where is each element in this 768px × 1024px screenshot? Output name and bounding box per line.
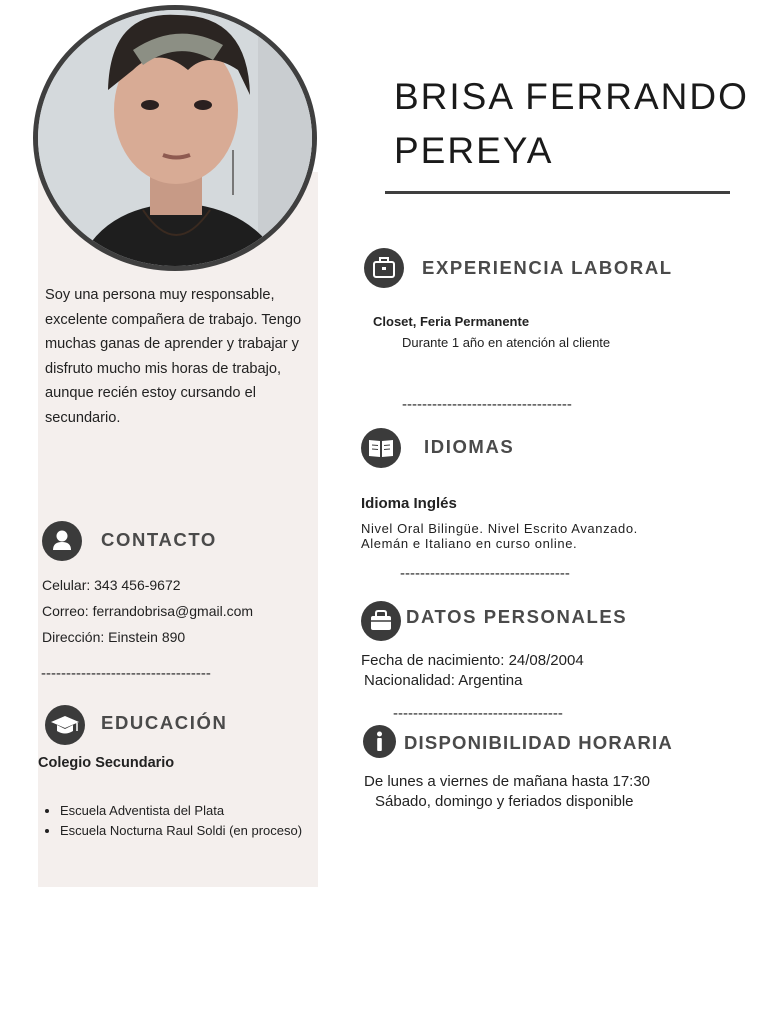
experience-divider: ---------------------------------- [402,396,572,413]
school-item: • Escuela Adventista del Plata [60,801,302,821]
availability-line-2: Sábado, domingo y feriados disponible [375,793,634,810]
personal-title: DATOS PERSONALES [406,606,628,627]
briefcase-icon [364,248,404,288]
languages-heading: Idioma Inglés [361,495,457,512]
experience-title: EXPERIENCIA LABORAL [422,257,673,278]
name-line-2: PEREYA [394,130,554,171]
book-icon [361,428,401,468]
personal-birth: Fecha de nacimiento: 24/08/2004 [361,652,584,669]
about-text: Soy una persona muy responsable, excelente compañera de trabajo. Tengo muchas ganas de aprender y trabajar y disfruto mucho mis horas de trabajo, aunque recién estoy cursando el secundario. [45,287,302,426]
school-item: • Escuela Nocturna Raul Soldi (en proceso) [60,821,302,841]
experience-detail: Durante 1 año en atención al cliente [402,335,611,350]
languages-title: IDIOMAS [424,436,515,457]
languages-line-1: Nivel Oral Bilingüe. Nivel Escrito Avanzado. [361,521,638,536]
bag-icon [361,601,401,641]
education-section-icon [45,705,85,745]
contact-email: Correo: ferrandobrisa@gmail.com [42,603,254,619]
name-line-1: BRISA FERRANDO [394,76,749,117]
info-icon [363,725,396,758]
contact-phone: Celular: 343 456-9672 [42,577,181,593]
education-title: EDUCACIÓN [101,712,228,733]
experience-place: Closet, Feria Permanente [373,314,530,329]
experience-section-icon [364,248,404,288]
header-divider [385,191,730,194]
availability-title: DISPONIBILIDAD HORARIA [404,732,673,753]
name-heading [394,70,749,178]
availability-section-icon [363,725,396,758]
personal-divider: ---------------------------------- [393,705,563,722]
contact-section-icon [42,521,82,561]
school-list [40,801,302,841]
languages-section-icon [361,428,401,468]
personal-section-icon [361,601,401,641]
contact-address: Dirección: Einstein 890 [42,629,186,645]
graduation-cap-icon [45,705,85,745]
languages-divider: ---------------------------------- [400,565,570,582]
education-heading: Colegio Secundario [38,755,175,771]
user-icon [42,521,82,561]
languages-line-2: Alemán e Italiano en curso online. [361,536,578,551]
profile-photo [33,5,317,271]
personal-nationality: Nacionalidad: Argentina [364,672,523,689]
contact-title: CONTACTO [101,529,217,550]
availability-line-1: De lunes a viernes de mañana hasta 17:30 [364,773,651,790]
contact-divider: ---------------------------------- [41,665,211,682]
